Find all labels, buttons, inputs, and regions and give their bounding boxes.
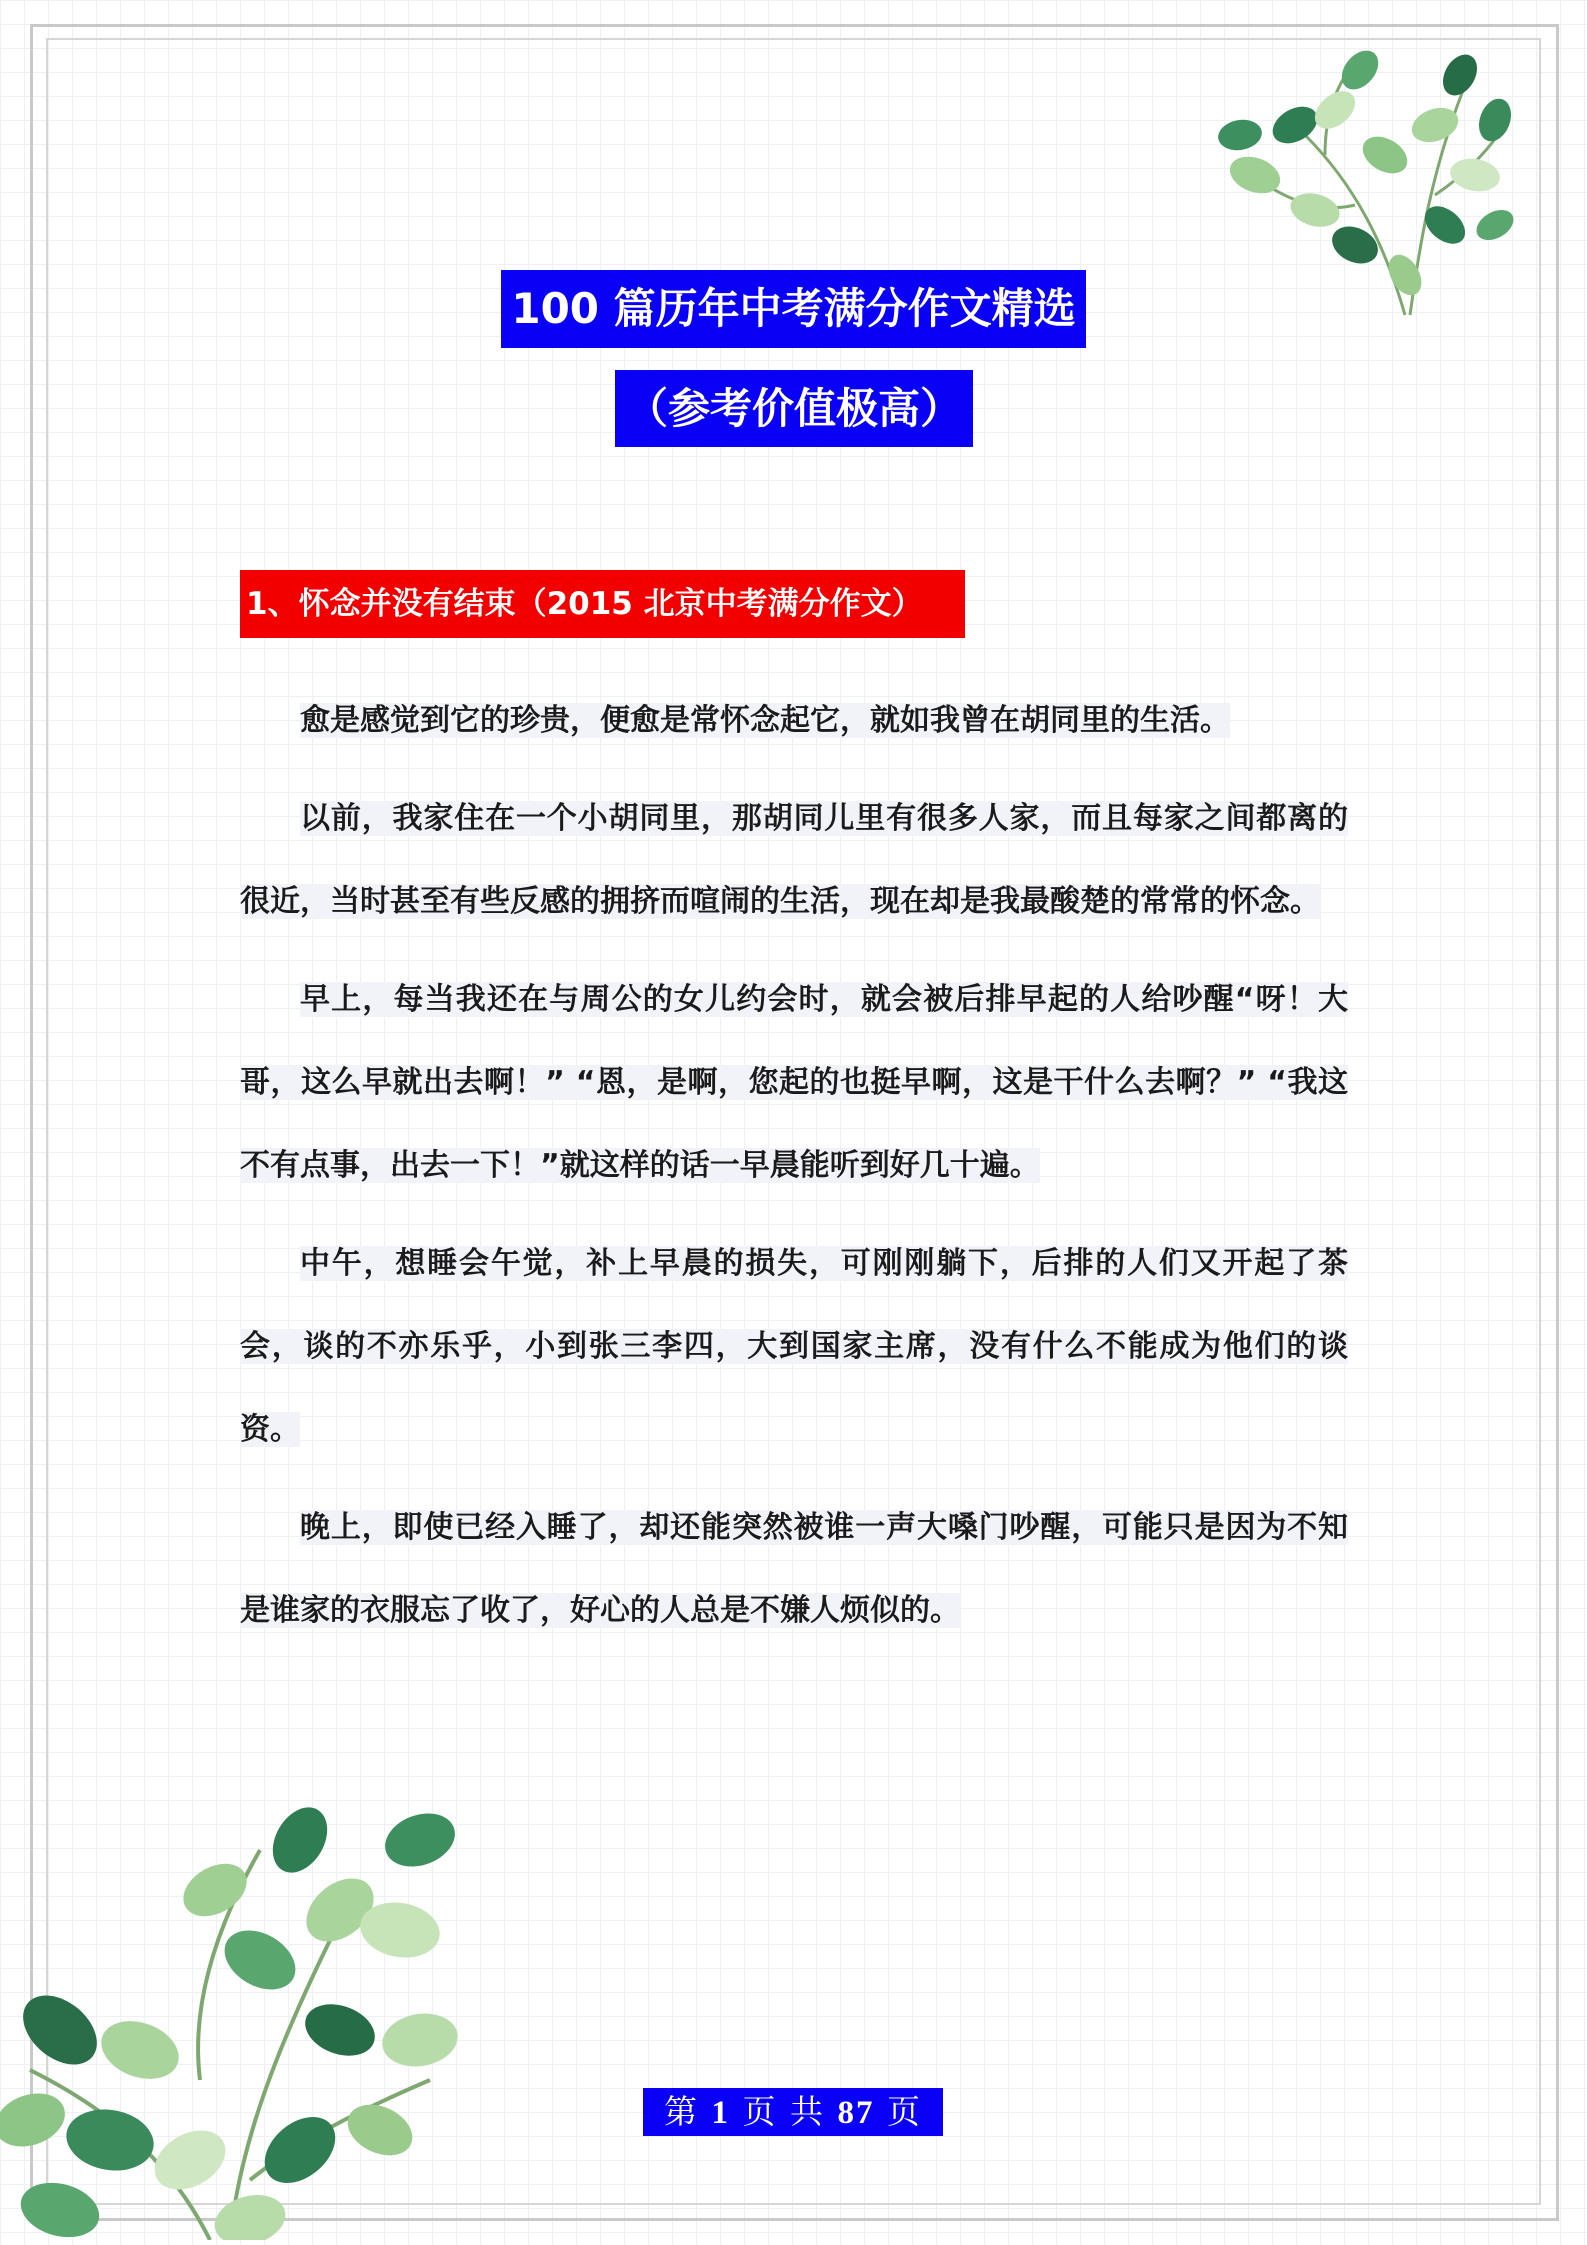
- essay-paragraph: [240, 1486, 1348, 1652]
- essay-paragraph: [240, 958, 1348, 1207]
- essay-heading: 1、怀念并没有结束（2015 北京中考满分作文）: [240, 570, 965, 638]
- page-number: [643, 2088, 943, 2136]
- paragraph-text: 以前，我家住在一个小胡同里，那胡同儿里有很多人家，而且每家之间都离的很近，当时甚至有些反感的拥挤而喧闹的生活，现在却是我最酸楚的常常的怀念。: [240, 801, 1348, 919]
- page-middle: 页 共: [742, 2092, 825, 2131]
- paragraph-text: 早上，每当我还在与周公的女儿约会时，就会被后排早起的人给吵醒“呀！大哥，这么早就出去啊！” “恩，是啊，您起的也挺早啊，这是干什么去啊？” “我这不有点事，出去一下！”就这样的话一早晨能听到好几十遍。: [240, 982, 1348, 1183]
- leaf-decoration-top-icon: [1195, 25, 1525, 325]
- current-page: 1: [711, 2095, 730, 2131]
- page-prefix: 第: [664, 2092, 699, 2131]
- essay-paragraph: [240, 1222, 1348, 1471]
- paragraph-text: 愈是感觉到它的珍贵，便愈是常怀念起它，就如我曾在胡同里的生活。: [300, 703, 1230, 738]
- essay-paragraph: [240, 777, 1348, 943]
- total-pages: 87: [837, 2095, 875, 2131]
- paragraph-text: 中午，想睡会午觉，补上早晨的损失，可刚刚躺下，后排的人们又开起了茶会，谈的不亦乐乎，小到张三李四，大到国家主席，没有什么不能成为他们的谈资。: [240, 1246, 1348, 1447]
- paragraph-text: 晚上，即使已经入睡了，却还能突然被谁一声大嗓门吵醒，可能只是因为不知是谁家的衣服忘了收了，好心的人总是不嫌人烦似的。: [240, 1510, 1348, 1628]
- document-title: 100 篇历年中考满分作文精选: [501, 270, 1086, 348]
- essay-body: [240, 679, 1348, 1667]
- essay-paragraph: [240, 679, 1348, 762]
- document-subtitle: （参考价值极高）: [615, 370, 973, 447]
- page-suffix: 页: [887, 2092, 922, 2131]
- leaf-decoration-bottom-icon: [0, 1780, 470, 2240]
